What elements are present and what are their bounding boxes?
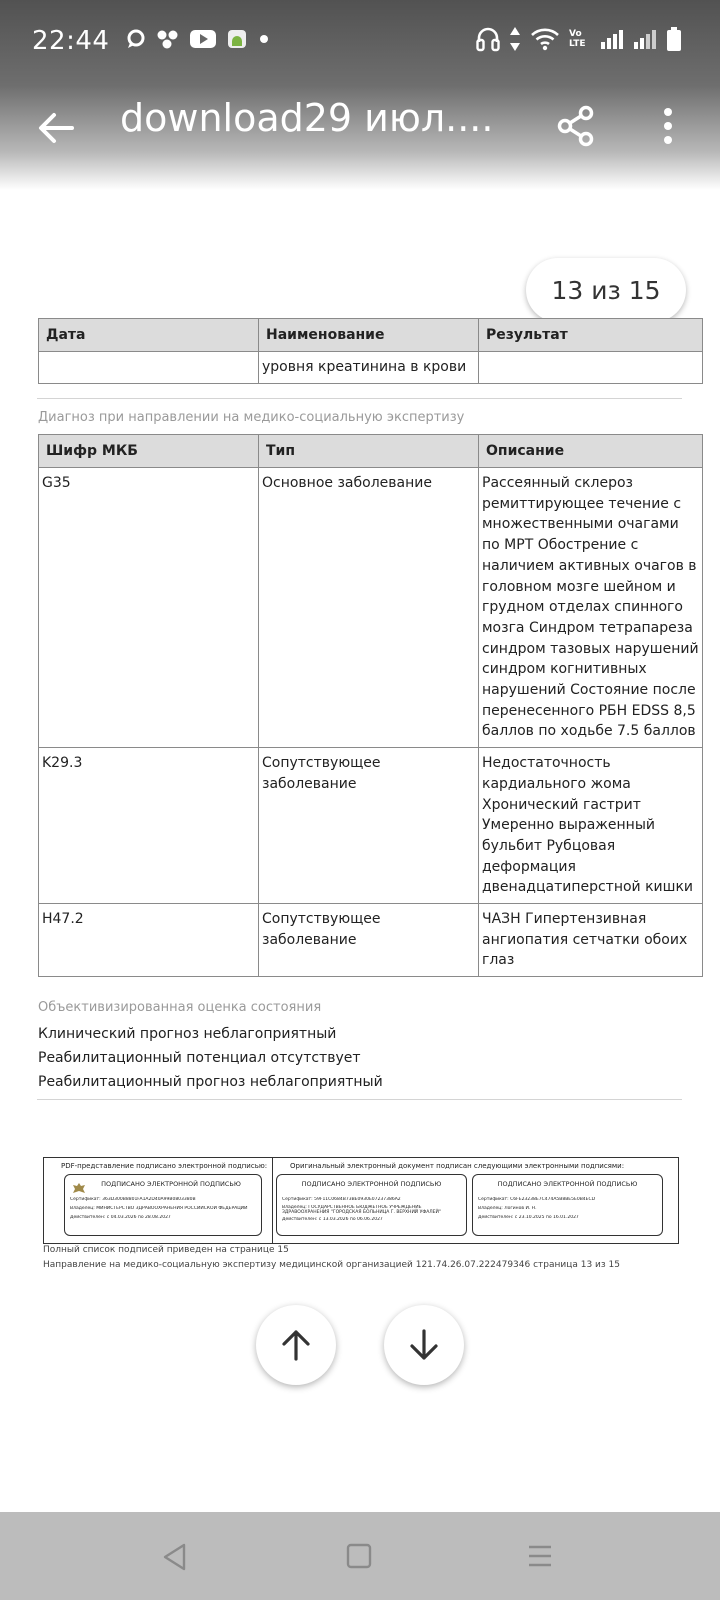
- icd-code-cell: K29.3: [39, 748, 259, 904]
- table-header-row: [39, 435, 703, 468]
- status-time: 22:44: [32, 26, 110, 56]
- chat-icon: [126, 29, 146, 49]
- divider: [37, 1099, 682, 1100]
- status-bar: [0, 0, 720, 80]
- previous-page-button[interactable]: [256, 1305, 336, 1385]
- diagnosis-label: Диагноз при направлении на медико-социальную экспертизу: [38, 410, 465, 425]
- signature-stamp: [276, 1174, 467, 1236]
- results-table: [38, 318, 703, 384]
- signal-icon: [600, 28, 624, 50]
- lines-menu-icon[interactable]: [526, 1542, 554, 1570]
- header-type: Тип: [259, 435, 479, 468]
- diagnosis-table: [38, 434, 703, 977]
- stamp-certificate: Сертификат: 59F11C0684B73BE0930E07237386A2: [282, 1197, 401, 1202]
- header-name: Наименование: [259, 319, 479, 352]
- stamp-owner: Владелец: МИНИСТЕРСТВО ЗДРАВООХРАНЕНИЯ РОССИЙСКОЙ ФЕДЕРАЦИИ: [70, 1206, 248, 1211]
- table-row: [39, 748, 703, 904]
- icd-code-cell: H47.2: [39, 904, 259, 977]
- header-date: Дата: [39, 319, 259, 352]
- volte-icon: Vo LTE: [569, 29, 586, 49]
- description-cell: Недостаточность кардиального жома Хронический гастрит Умеренно выраженный бульбит Рубцовая деформация двенадцатиперстной кишки: [479, 748, 703, 904]
- youtube-icon: [190, 30, 216, 48]
- wifi-icon: [530, 27, 560, 51]
- stamp-title: ПОДПИСАНО ЭЛЕКТРОННОЙ ПОДПИСЬЮ: [301, 1180, 442, 1188]
- table-row: [39, 468, 703, 748]
- more-vert-icon[interactable]: [648, 102, 688, 150]
- assessment-line: Реабилитационный потенциал отсутствует: [38, 1050, 361, 1066]
- table-header-row: [39, 319, 703, 352]
- arrow-down-icon: [404, 1325, 444, 1365]
- stamp-title: ПОДПИСАНО ЭЛЕКТРОННОЙ ПОДПИСЬЮ: [497, 1180, 638, 1188]
- type-cell: Основное заболевание: [259, 468, 479, 748]
- pdf-signature-caption: PDF-представление подписано электронной подписью:: [61, 1162, 268, 1170]
- triangle-back-icon[interactable]: [160, 1542, 190, 1572]
- stamp-validity: Действителен: с 23.10.2025 по 16.01.2027: [478, 1215, 579, 1220]
- description-cell: ЧАЗН Гипертензивная ангиопатия сетчатки обоих глаз: [479, 904, 703, 977]
- page-counter: 13 из 15: [526, 258, 686, 322]
- original-signature-caption: Оригинальный электронный документ подписан следующими электронными подписями:: [290, 1162, 625, 1170]
- header-result: Результат: [479, 319, 703, 352]
- system-nav-bar: [0, 1512, 720, 1600]
- signatures-footnote: Полный список подписей приведен на странице 15: [43, 1245, 289, 1255]
- document-footnote: Направление на медико-социальную экспертизу медицинской организацией 121.74.26.07.222479346 страница 13 из 15: [43, 1260, 621, 1270]
- android-icon: [226, 28, 248, 50]
- stamp-owner: Владелец: Логинов И. Н.: [478, 1206, 537, 1211]
- divider: [272, 1158, 273, 1243]
- type-cell: Сопутствующее заболевание: [259, 904, 479, 977]
- assessment-label: Объективизированная оценка состояния: [38, 1000, 322, 1015]
- assessment-line: Клинический прогноз неблагоприятный: [38, 1026, 337, 1042]
- stamp-certificate: Сертификат: 363D300B8801FA1A2D40A99B0803380B: [70, 1197, 196, 1202]
- icd-code-cell: G35: [39, 468, 259, 748]
- document-title: download29 июл....: [120, 96, 494, 140]
- headphones-icon: [476, 26, 500, 52]
- divider: [37, 398, 682, 399]
- next-page-button[interactable]: [384, 1305, 464, 1385]
- signature-block: [43, 1157, 679, 1244]
- signature-stamp: [64, 1174, 262, 1236]
- stamp-owner: Владелец: ГОСУДАРСТВЕННОЕ БЮДЖЕТНОЕ УЧРЕЖДЕНИЕ ЗДРАВООХРАНЕНИЯ "ГОРОДСКАЯ БОЛЬНИЦА Г. ВЕРХНИЙ УФАЛЕЙ": [282, 1205, 441, 1215]
- app-icon: [156, 29, 180, 49]
- table-cell: [39, 352, 259, 384]
- assessment-line: Реабилитационный прогноз неблагоприятный: [38, 1074, 383, 1090]
- stamp-title: ПОДПИСАНО ЭЛЕКТРОННОЙ ПОДПИСЬЮ: [101, 1180, 241, 1188]
- stamp-certificate: Сертификат: C6FE23238E7C474A5B8BE5E0B4ECD: [478, 1197, 596, 1202]
- table-row: [39, 904, 703, 977]
- signal-icon: [633, 28, 657, 50]
- dot-icon: [258, 33, 270, 45]
- table-cell: уровня креатинина в крови: [259, 352, 479, 384]
- table-cell: [479, 352, 703, 384]
- battery-icon: [666, 26, 682, 52]
- stamp-validity: Действителен: с 04.03.2026 по 28.08.2027: [70, 1215, 171, 1220]
- table-row: [39, 352, 703, 384]
- arrow-up-icon: [276, 1325, 316, 1365]
- share-icon[interactable]: [552, 102, 600, 150]
- data-arrows-icon: [509, 26, 521, 52]
- type-cell: Сопутствующее заболевание: [259, 748, 479, 904]
- signature-stamp: [472, 1174, 663, 1236]
- header-icd-code: Шифр МКБ: [39, 435, 259, 468]
- arrow-left-icon[interactable]: [32, 104, 80, 152]
- app-bar: [0, 80, 720, 172]
- description-cell: Рассеянный склероз ремиттирующее течение с множественными очагами по МРТ Обострение с наличием активных очагов в головном мозге шейном и грудном отделах спинного мозга Синдром тетрапареза синдром тазовых нарушений синдром когнитивных нарушений Состояние после перенесенного РБН EDSS 8,5 баллов по ходьбе 7.5 баллов: [479, 468, 703, 748]
- header-description: Описание: [479, 435, 703, 468]
- square-home-icon[interactable]: [345, 1542, 373, 1570]
- stamp-validity: Действителен: с 13.03.2026 по 06.06.2027: [282, 1217, 383, 1222]
